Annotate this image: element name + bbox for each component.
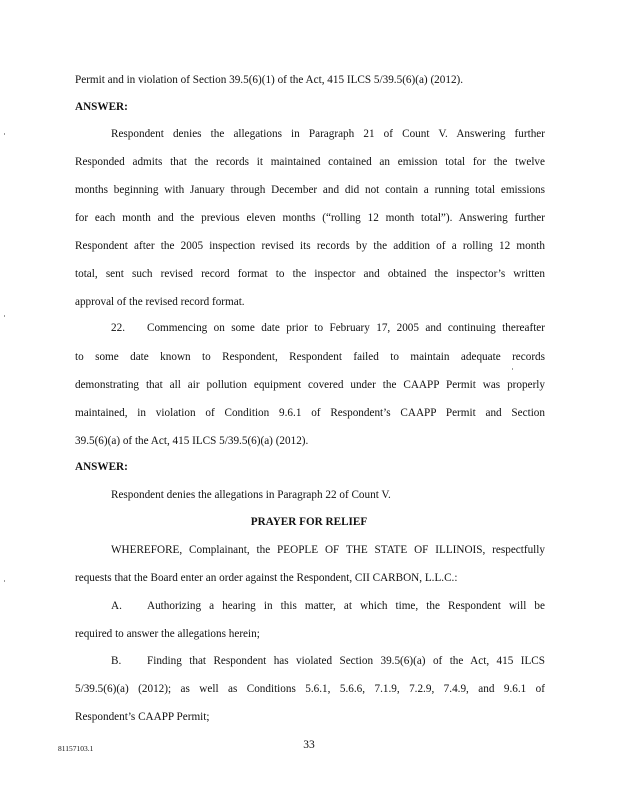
item-b-line: Respondent’s CAAPP Permit; xyxy=(75,711,210,723)
item-letter: A. xyxy=(111,600,122,612)
prayer-for-relief-heading: PRAYER FOR RELIEF xyxy=(250,516,368,528)
item-a-first-line xyxy=(111,598,545,614)
answer-21-line: Respondent after the 2005 inspection revised its records by the addition of a rolling 12 month xyxy=(75,240,545,252)
paragraph-22-line: to some date known to Respondent, Respondent failed to maintain adequate records xyxy=(75,351,545,363)
item-a-line: required to answer the allegations herein; xyxy=(75,628,260,640)
scan-speck xyxy=(4,133,5,135)
answer-22-text: Respondent denies the allegations in Paragraph 22 of Count V. xyxy=(111,489,391,501)
answer-21-line: total, sent such revised record format to the inspector and obtained the inspector’s written xyxy=(75,268,545,280)
answer-heading: ANSWER: xyxy=(75,461,128,473)
paragraph-22-line: demonstrating that all air pollution equipment covered under the CAAPP Permit was properly xyxy=(75,379,545,391)
paragraph-continuation: Permit and in violation of Section 39.5(6)(1) of the Act, 415 ILCS 5/39.5(6)(a) (2012). xyxy=(75,74,464,86)
paragraph-number: 22. xyxy=(111,322,125,334)
answer-heading: ANSWER: xyxy=(75,101,128,113)
item-b-text: Finding that Respondent has violated Section 39.5(6)(a) of the Act, 415 ILCS xyxy=(147,655,545,667)
answer-21-line: months beginning with January through December and did not contain a running total emissions xyxy=(75,184,545,196)
page-number: 33 xyxy=(303,739,315,751)
item-b-first-line xyxy=(111,653,545,669)
paragraph-22-first-line xyxy=(111,320,545,336)
paragraph-22-line: 39.5(6)(a) of the Act, 415 ILCS 5/39.5(6)(a) (2012). xyxy=(75,435,309,447)
scan-speck xyxy=(4,580,5,582)
answer-21-line: for each month and the previous eleven months (“rolling 12 month total”). Answering further xyxy=(75,212,545,224)
item-letter: B. xyxy=(111,655,122,667)
item-a-text: Authorizing a hearing in this matter, at which time, the Respondent will be xyxy=(147,600,545,612)
item-b-line: 5/39.5(6)(a) (2012); as well as Conditions 5.6.1, 5.6.6, 7.1.9, 7.2.9, 7.4.9, and 9.6.1 of xyxy=(75,683,545,695)
answer-21-line: Responded admits that the records it maintained contained an emission total for the twelve xyxy=(75,156,545,168)
answer-21-line: Respondent denies the allegations in Paragraph 21 of Count V. Answering further xyxy=(111,128,545,140)
prayer-intro-line: WHEREFORE, Complainant, the PEOPLE OF THE STATE OF ILLINOIS, respectfully xyxy=(111,544,545,556)
document-id: 81157103.1 xyxy=(58,744,94,753)
paragraph-22-text: Commencing on some date prior to February 17, 2005 and continuing thereafter xyxy=(147,322,545,334)
prayer-intro-line: requests that the Board enter an order against the Respondent, CII CARBON, L.L.C.: xyxy=(75,572,458,584)
paragraph-22-line: maintained, in violation of Condition 9.6.1 of Respondent’s CAAPP Permit and Section xyxy=(75,407,545,419)
answer-21-line: approval of the revised record format. xyxy=(75,296,245,308)
scan-speck xyxy=(4,315,5,317)
scan-speck xyxy=(512,368,513,370)
